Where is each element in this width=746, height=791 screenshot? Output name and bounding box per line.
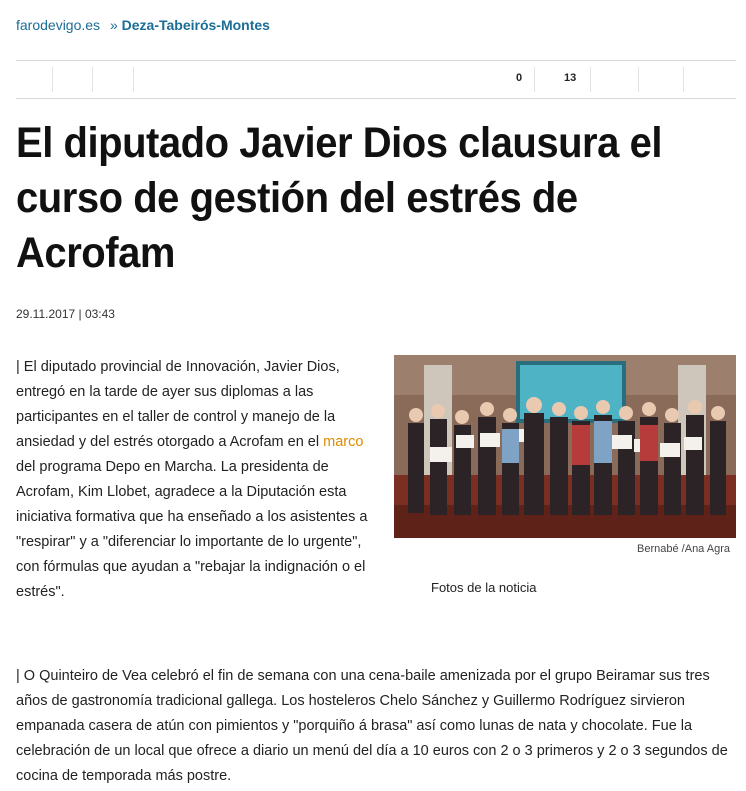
article-paragraph-2: | O Quinteiro de Vea celebró el fin de semana con una cena-baile amenizada por el grupo Beiramar sus tres años de gastronomía tradicional gallega. Los hosteleros Chelo Sánchez y Guillermo Rodríguez sirvieron empanada casera de atún con pimientos y "porquiño á brasa" así como lunas de nata y chocolate. Fue la celebración de un local que ofrece a diario un menú del día a 10 euros con 2 o 3 primeros y 2 o 3 segundos de cocina de temporada más postre. — [16, 668, 728, 784]
print-button[interactable] — [638, 67, 683, 92]
breadcrumb-section-link[interactable]: Deza-Tabeirós-Montes — [121, 17, 270, 33]
share-count: 0 — [516, 72, 523, 84]
comments-count: 13 — [564, 72, 577, 84]
breadcrumb — [16, 17, 270, 33]
breadcrumb-separator: » — [109, 17, 118, 33]
paragraph-1-text-start: | El diputado provincial de Innovación, Javier Dios, entregó en la tarde de ayer sus diplomas a las participantes en el taller de control y manejo de la ansiedad y del estrés otorgado a Acrofam en el — [16, 359, 340, 450]
article-photo[interactable] — [394, 355, 736, 538]
photos-link[interactable]: Fotos de la noticia — [431, 580, 537, 595]
article-paragraph-1 — [16, 355, 372, 605]
breadcrumb-site-link[interactable]: farodevigo.es — [16, 17, 101, 33]
paragraph-1-text-end: del programa Depo en Marcha. La presidenta de Acrofam, Kim Llobet, agradece a la Diputación esta iniciativa formativa que ha enseñado a los asistentes a "respirar" y a "diferenciar lo importante de lo urgente", con fórmulas que ayudan a "rebajar la indignación o el estrés". — [16, 459, 368, 600]
share-facebook-button[interactable] — [52, 67, 93, 92]
article-headline: El diputado Javier Dios clausura el curso de gestión del estrés de Acrofam — [16, 119, 663, 277]
share-twitter-button[interactable] — [92, 67, 133, 92]
group-photo-illustration — [394, 355, 736, 538]
share-spacer — [133, 67, 519, 92]
share-extra-button[interactable] — [590, 67, 638, 92]
more-button[interactable] — [683, 67, 736, 92]
share-bar — [16, 60, 736, 99]
comments-button[interactable] — [534, 67, 590, 92]
marco-link[interactable]: marco — [323, 434, 364, 450]
article-date: 29.11.2017 | 03:43 — [16, 307, 115, 321]
photo-credit: Bernabé /Ana Agra — [637, 543, 730, 555]
